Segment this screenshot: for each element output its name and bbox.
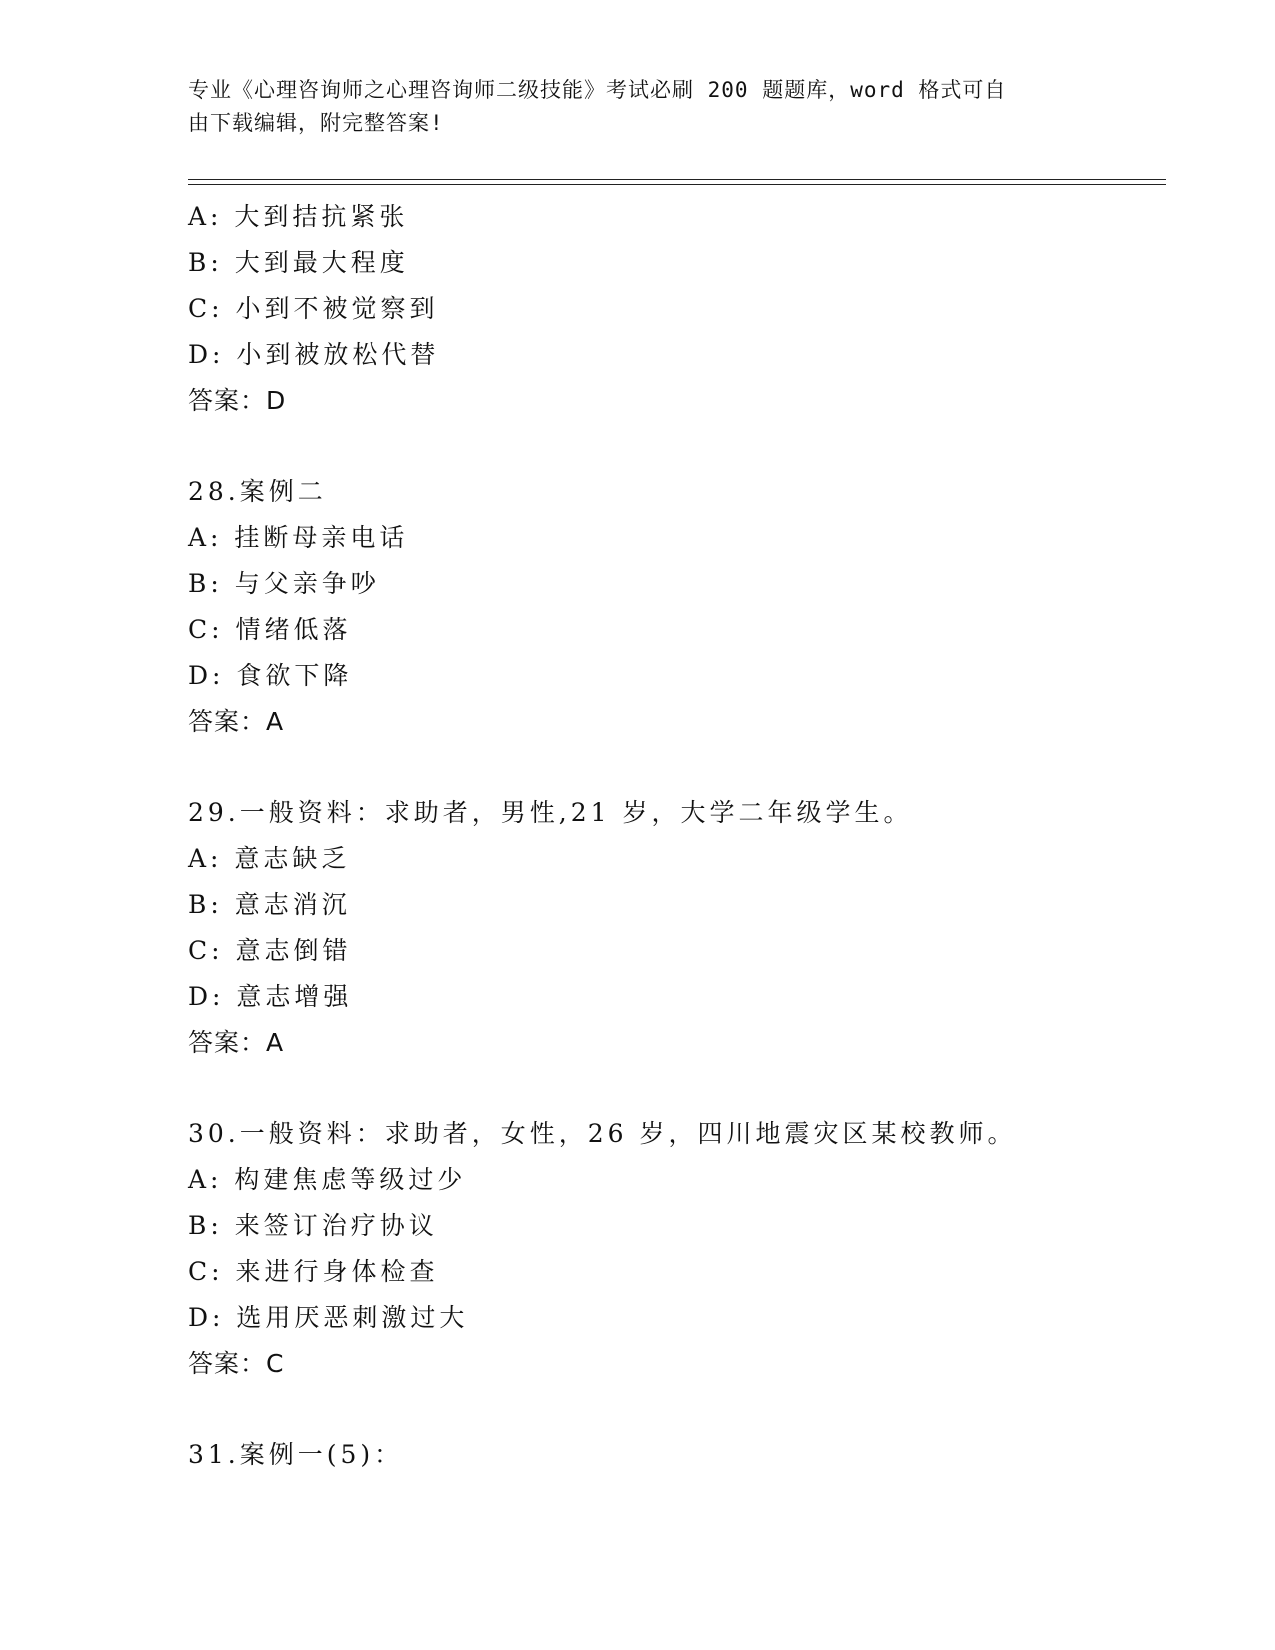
question-28 xyxy=(188,469,1168,745)
header-line-2: 由下载编辑，附完整答案! xyxy=(188,111,444,135)
option-c: C: 意志倒错 xyxy=(188,936,352,965)
header-line-1: 专业《心理咨询师之心理咨询师二级技能》考试必刷 200 题题库，word 格式可自 xyxy=(188,78,1007,102)
option-a: A: 意志缺乏 xyxy=(188,844,351,873)
answer-line: 答案：A xyxy=(188,1028,285,1057)
question-list xyxy=(188,194,1168,1478)
option-c: C: 来进行身体检查 xyxy=(188,1257,439,1286)
header-divider-top xyxy=(188,179,1166,180)
option-b: B: 意志消沉 xyxy=(188,890,351,919)
question-title: 31.案例一(5)： xyxy=(188,1440,404,1469)
option-d: D: 意志增强 xyxy=(188,982,353,1011)
option-d: D: 小到被放松代替 xyxy=(188,340,440,369)
option-d: D: 选用厌恶刺激过大 xyxy=(188,1303,469,1332)
question-title: 30.一般资料：求助者，女性，26 岁，四川地震灾区某校教师。 xyxy=(188,1119,1017,1148)
option-b: B: 大到最大程度 xyxy=(188,248,409,277)
question-31 xyxy=(188,1432,1168,1478)
option-b: B: 来签订治疗协议 xyxy=(188,1211,438,1240)
answer-line: 答案：A xyxy=(188,707,285,736)
question-title: 29.一般资料：求助者，男性,21 岁，大学二年级学生。 xyxy=(188,798,913,827)
option-a: A: 挂断母亲电话 xyxy=(188,523,409,552)
question-fragment xyxy=(188,194,1168,424)
option-d: D: 食欲下降 xyxy=(188,661,353,690)
option-a: A: 构建焦虑等级过少 xyxy=(188,1165,467,1194)
document-header xyxy=(188,74,1068,140)
option-c: C: 情绪低落 xyxy=(188,615,352,644)
question-title: 28.案例二 xyxy=(188,477,327,506)
answer-line: 答案：D xyxy=(188,386,287,415)
option-a: A: 大到拮抗紧张 xyxy=(188,202,409,231)
option-c: C: 小到不被觉察到 xyxy=(188,294,439,323)
option-b: B: 与父亲争吵 xyxy=(188,569,380,598)
question-29 xyxy=(188,790,1168,1066)
answer-line: 答案：C xyxy=(188,1349,285,1378)
header-divider-bottom xyxy=(188,184,1166,185)
question-30 xyxy=(188,1111,1168,1387)
